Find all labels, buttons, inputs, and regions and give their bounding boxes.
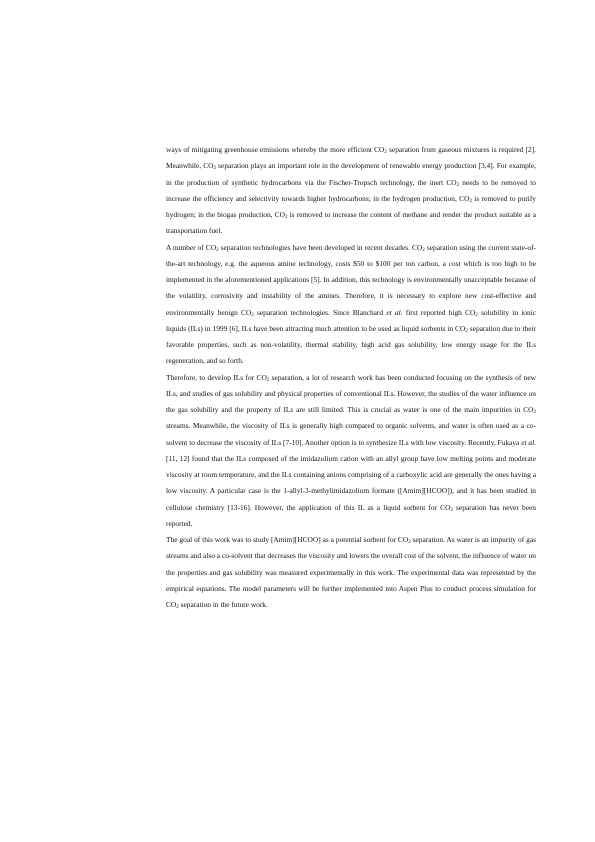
italic-text: et al.: [521, 437, 536, 447]
text-segment: separation from gaseous mixtures is required [2]. Meanwhile, CO: [166, 145, 536, 171]
text-segment: separation technologies have been developed in recent decades. CO: [218, 242, 423, 252]
subscript: 2: [213, 166, 217, 172]
subscript: 2: [408, 540, 411, 545]
text-segment: separation. As water is an impurity of gas streams and also a co-solvent that decreases the viscosity and lowers the overall cost of the solvent, the influence of water on the properties and gas solubility was measured experimentally in this work. The experimental data was represented by the empirical equations. The model parameters will be further implemented into Aspen Plus to conduct process simulation for CO: [166, 535, 536, 609]
paragraph: [166, 532, 536, 613]
subscript: 2: [284, 215, 288, 220]
text-segment: Therefore, to develop ILs for CO: [166, 372, 267, 382]
subscript: 2: [469, 198, 472, 204]
paragraph: [166, 240, 536, 370]
text-segment: separation plays an important role in the development of renewable energy production [3,4]. For example, in the production of synthetic hydrocarbons via the Fischer-Tropsch technology, the inert CO: [166, 161, 536, 187]
text-segment: separation has never been reported.: [166, 502, 536, 528]
text-segment: solubility in ionic liquids (ILs) in 1999 [6], ILs have been attracting much attention to be used as liquid sorbents in CO: [166, 307, 537, 333]
subscript: 2: [465, 328, 468, 334]
paragraph: [166, 142, 536, 240]
text-segment: ways of mitigating greenhouse emissions whereby the more efficient CO: [166, 145, 385, 154]
subscript: 2: [251, 312, 254, 318]
text-segment: separation, a lot of research work has been conducted focusing on the synthesis of new ILs, and studies of gas solubility and physical properties of conventional ILs. However, the studies of the water influence on the gas solubility and the property of ILs are still limited. This is crucial as water is one of the main impurities in CO: [166, 372, 536, 414]
body-text: [166, 142, 536, 613]
subscript: 2: [216, 247, 219, 253]
text-segment: separation in the future work.: [178, 600, 268, 609]
subscript: 2: [266, 377, 270, 383]
subscript: 2: [533, 410, 536, 415]
text-segment: A number of CO: [166, 242, 217, 252]
subscript: 2: [456, 182, 460, 188]
text-segment: separation due to their favorable properties, such as non-volatility, thermal stability, high acid gas solubility, low energy usage for the ILs regeneration, and so forth.: [166, 323, 536, 366]
subscript: 2: [176, 605, 179, 610]
text-segment: separation using the current state-of-the-art technology, e.g. the aqueous amine technology, costs $50 to $100 per ton carbon, a cost which is too high to be implemented in the aforementioned applications [5]. In addition, this technology is environmentally unacceptable because of the volatility, corrosivity and instability of the amines. Therefore, it is necessary to explore new cost-effective and environmentally benign CO: [166, 242, 536, 317]
text-segment: [11, 12] found that the ILs composed of the imidazolium cation with an allyl group have low melting points and moderate viscosity at room temperature, and the ILs containing anions comprising of a carboxylic acid are generally the ones having a low viscosity. A particular case is the 1-allyl-3-methylimidazolium formate ([Amim][HCOO]), and it has been studied in cellulose chemistry [13-16]. However, the application of this IL as a liquid sorbent for CO: [166, 453, 536, 512]
text-segment: separation technologies. Since Blanchard: [253, 307, 387, 317]
text-segment: needs to be removed to increase the efficiency and selectivity towards higher hydrocarbons; in the hydrogen production, CO: [166, 177, 536, 203]
subscript: 2: [450, 507, 453, 513]
subscript: 2: [475, 312, 478, 318]
text-segment: The goal of this work was to study [Amim][HCOO] as a potential sorbent for CO: [166, 535, 409, 544]
italic-text: et al.: [386, 307, 403, 317]
text-segment: is removed to increase the content of methane and render the product suitable as a transportation fuel.: [166, 210, 536, 236]
text-segment: first reported high CO: [402, 307, 476, 317]
paragraph: [166, 370, 536, 533]
subscript: 2: [384, 150, 387, 155]
text-segment: is removed to purify hydrogen; in the biogas production, CO: [166, 193, 536, 219]
text-segment: streams. Meanwhile, the viscosity of ILs is generally high compared to organic solvents, and water is often used as a co-solvent to decrease the viscosity of ILs [7-10]. Another option is to synthesize ILs with low viscosity. Recently, Fukaya: [166, 421, 536, 447]
subscript: 2: [422, 247, 425, 253]
